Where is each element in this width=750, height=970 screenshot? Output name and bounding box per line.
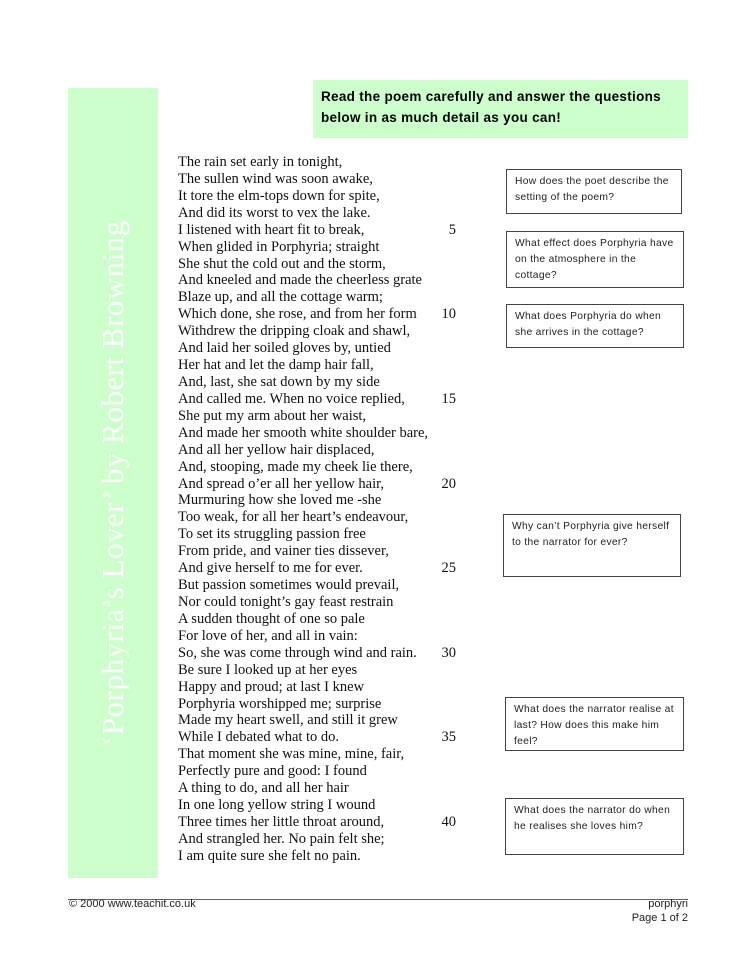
poem-line-text: And laid her soiled gloves by, untied bbox=[178, 340, 391, 357]
poem-line bbox=[178, 205, 458, 222]
footer-copyright: © 2000 www.teachit.co.uk bbox=[69, 898, 196, 910]
poem-line bbox=[178, 272, 458, 289]
poem-line-text: Which done, she rose, and from her form bbox=[178, 306, 417, 323]
poem-line bbox=[178, 323, 458, 340]
question-box bbox=[506, 169, 682, 214]
poem-line bbox=[178, 679, 458, 696]
question-text: What does the narrator do when he realises she loves him? bbox=[514, 805, 671, 832]
line-number: 30 bbox=[441, 644, 456, 661]
poem-line bbox=[178, 222, 458, 239]
poem-line-text: And, last, she sat down by my side bbox=[178, 373, 380, 390]
poem-line-text: Three times her little throat around, bbox=[178, 813, 385, 830]
poem-line bbox=[178, 763, 458, 780]
line-number: 25 bbox=[441, 560, 456, 577]
poem-line-text: Too weak, for all her heart’s endeavour, bbox=[178, 509, 409, 526]
line-number: 10 bbox=[441, 306, 456, 323]
question-text: How does the poet describe the setting of the poem? bbox=[515, 176, 669, 203]
poem-line-text: In one long yellow string I wound bbox=[178, 797, 376, 814]
question-text: Why can’t Porphyria give herself to the narrator for ever? bbox=[512, 521, 670, 548]
poem-line-text: Blaze up, and all the cottage warm; bbox=[178, 289, 383, 306]
poem-line-text: Her hat and let the damp hair fall, bbox=[178, 357, 374, 374]
poem-line-text: It tore the elm-tops down for spite, bbox=[178, 187, 380, 204]
poem-line bbox=[178, 408, 458, 425]
instructions-text: Read the poem carefully and answer the questions below in as much detail as you can! bbox=[321, 89, 661, 125]
poem-line bbox=[178, 171, 458, 188]
poem-line bbox=[178, 645, 458, 662]
poem-line-text: To set its struggling passion free bbox=[178, 526, 366, 543]
poem-line bbox=[178, 256, 458, 273]
poem-line-text: And give herself to me for ever. bbox=[178, 560, 363, 577]
poem-line-text: When glided in Porphyria; straight bbox=[178, 238, 380, 255]
poem-line-text: A thing to do, and all her hair bbox=[178, 780, 349, 797]
line-number: 40 bbox=[441, 813, 456, 830]
poem-line-text: I listened with heart fit to break, bbox=[178, 221, 365, 238]
poem-line bbox=[178, 780, 458, 797]
poem-line-text: Happy and proud; at last I knew bbox=[178, 678, 365, 695]
poem-line-text: Nor could tonight’s gay feast restrain bbox=[178, 593, 394, 610]
poem-line-text: That moment she was mine, mine, fair, bbox=[178, 746, 405, 763]
title-sidebar bbox=[68, 88, 158, 878]
poem-line bbox=[178, 340, 458, 357]
question-box bbox=[506, 231, 684, 288]
poem-line bbox=[178, 476, 458, 493]
instructions-box bbox=[313, 80, 688, 138]
poem-line bbox=[178, 628, 458, 645]
poem-line-text: Porphyria worshipped me; surprise bbox=[178, 695, 382, 712]
poem-line bbox=[178, 611, 458, 628]
poem-line-text: And spread o’er all her yellow hair, bbox=[178, 475, 384, 492]
poem-line-text: The rain set early in tonight, bbox=[178, 154, 343, 170]
poem-line bbox=[178, 543, 458, 560]
question-text: What does the narrator realise at last? How does this make him feel? bbox=[514, 704, 674, 747]
poem-line bbox=[178, 442, 458, 459]
poem-line-text: She shut the cold out and the storm, bbox=[178, 255, 386, 272]
poem-line bbox=[178, 526, 458, 543]
poem-line bbox=[178, 696, 458, 713]
poem-line-text: And strangled her. No pain felt she; bbox=[178, 830, 385, 847]
poem-line bbox=[178, 560, 458, 577]
poem-text bbox=[178, 154, 458, 865]
poem-line bbox=[178, 357, 458, 374]
poem-line-text: I am quite sure she felt no pain. bbox=[178, 847, 361, 864]
poem-title: ‘Porphyria’s Lover’ by Robert Browning bbox=[95, 220, 130, 746]
poem-line bbox=[178, 374, 458, 391]
poem-line bbox=[178, 712, 458, 729]
line-number: 5 bbox=[448, 221, 456, 238]
poem-line-text: And called me. When no voice replied, bbox=[178, 390, 405, 407]
question-box bbox=[505, 697, 684, 751]
poem-line bbox=[178, 154, 458, 171]
poem-line bbox=[178, 814, 458, 831]
question-box bbox=[506, 304, 684, 348]
poem-line-text: And kneeled and made the cheerless grate bbox=[178, 272, 422, 289]
poem-line-text: While I debated what to do. bbox=[178, 729, 340, 746]
poem-line-text: A sudden thought of one so pale bbox=[178, 610, 365, 627]
poem-line-text: And, stooping, made my cheek lie there, bbox=[178, 458, 413, 475]
poem-line bbox=[178, 594, 458, 611]
poem-line-text: Perfectly pure and good: I found bbox=[178, 763, 367, 780]
poem-line bbox=[178, 492, 458, 509]
poem-line-text: And all her yellow hair displaced, bbox=[178, 441, 375, 458]
poem-line-text: Be sure I looked up at her eyes bbox=[178, 661, 358, 678]
poem-line-text: So, she was come through wind and rain. bbox=[178, 644, 417, 661]
poem-line-text: The sullen wind was soon awake, bbox=[178, 170, 373, 187]
poem-line-text: Made my heart swell, and still it grew bbox=[178, 712, 398, 729]
line-number: 20 bbox=[441, 475, 456, 492]
question-box bbox=[503, 514, 681, 577]
poem-line bbox=[178, 848, 458, 865]
poem-line bbox=[178, 289, 458, 306]
poem-line bbox=[178, 239, 458, 256]
question-text: What effect does Porphyria have on the atmosphere in the cottage? bbox=[515, 238, 674, 281]
poem-line-text: And made her smooth white shoulder bare, bbox=[178, 424, 429, 441]
poem-line bbox=[178, 459, 458, 476]
poem-line bbox=[178, 425, 458, 442]
poem-line bbox=[178, 188, 458, 205]
poem-line bbox=[178, 391, 458, 408]
poem-line bbox=[178, 831, 458, 848]
poem-line-text: But passion sometimes would prevail, bbox=[178, 577, 400, 594]
line-number: 35 bbox=[441, 729, 456, 746]
footer-page-number: Page 1 of 2 bbox=[631, 912, 688, 924]
poem-line-text: She put my arm about her waist, bbox=[178, 407, 367, 424]
poem-line bbox=[178, 797, 458, 814]
poem-line bbox=[178, 577, 458, 594]
poem-line-text: And did its worst to vex the lake. bbox=[178, 204, 371, 221]
poem-line bbox=[178, 306, 458, 323]
poem-line-text: Murmuring how she loved me -she bbox=[178, 492, 382, 509]
poem-line bbox=[178, 746, 458, 763]
line-number: 15 bbox=[441, 390, 456, 407]
poem-line-text: From pride, and vainer ties dissever, bbox=[178, 543, 389, 560]
footer-filename: porphyri bbox=[648, 898, 688, 910]
poem-line-text: For love of her, and all in vain: bbox=[178, 627, 358, 644]
poem-line-text: Withdrew the dripping cloak and shawl, bbox=[178, 323, 411, 340]
question-box bbox=[505, 798, 684, 855]
poem-line bbox=[178, 509, 458, 526]
question-text: What does Porphyria do when she arrives in the cottage? bbox=[515, 311, 662, 338]
poem-line bbox=[178, 662, 458, 679]
poem-line bbox=[178, 729, 458, 746]
